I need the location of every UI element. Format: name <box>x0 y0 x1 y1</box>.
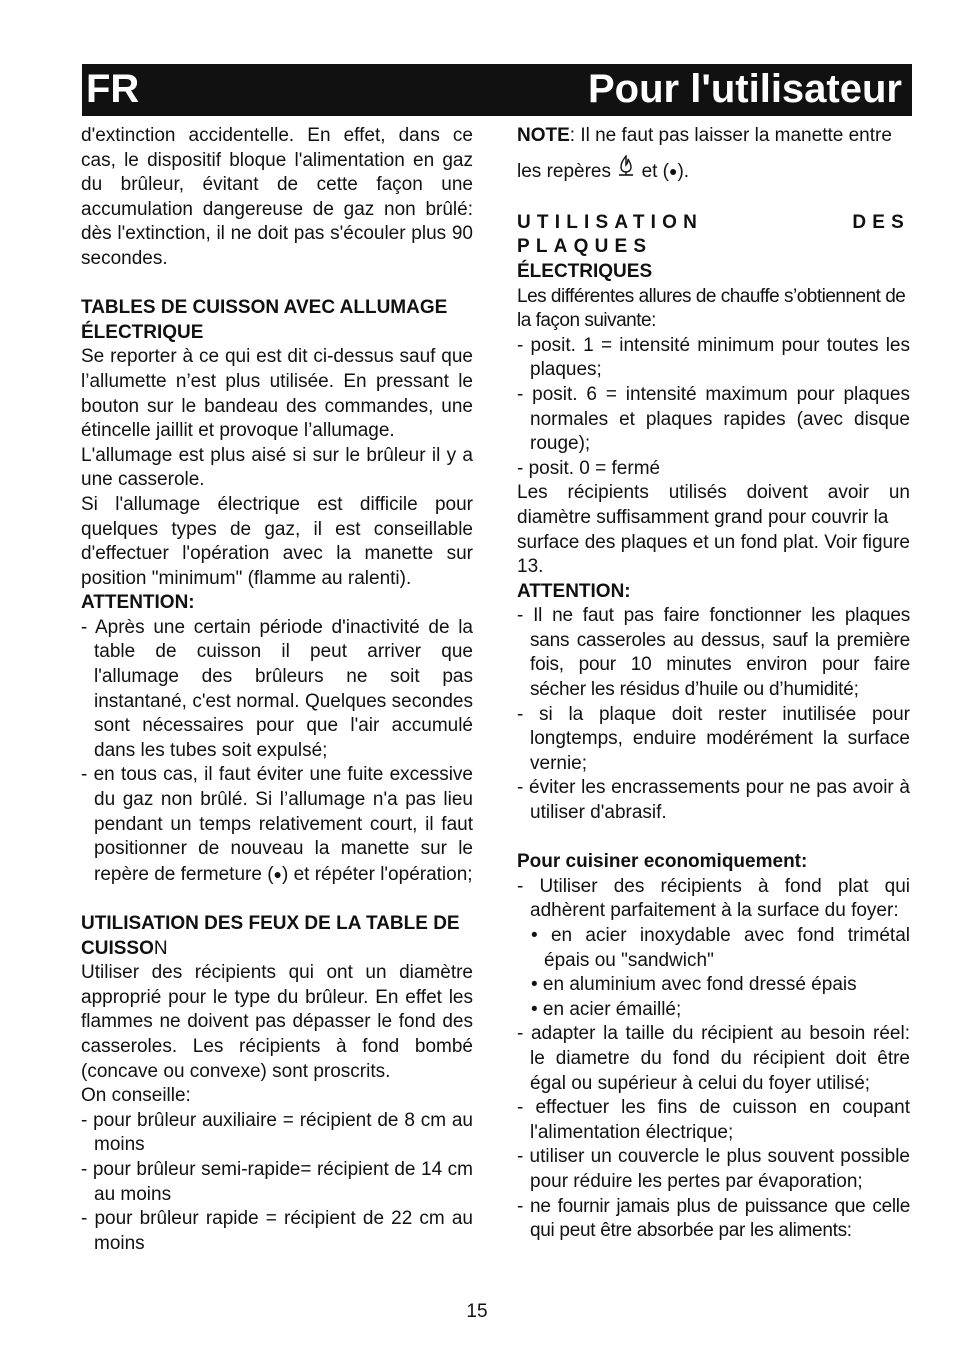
note: NOTE: Il ne faut pas laisser la manette entre <box>517 125 892 146</box>
list-item-size: - adapter la taille du récipient au besoin réel: le diametre du fond du récipient doit être égal ou supérieur à celui du foyer utilisé; <box>517 1023 910 1094</box>
flame-icon <box>618 155 634 187</box>
list-item-gas-leak: - en tous cas, il faut éviter une fuite excessive du gaz non brûlé. Si l’allumage n'a pas lieu pendant un temps relativement court, il faut positionner de nouveau la manette sur le repère de fermeture (●) et répéter l'opération; <box>81 764 473 885</box>
heading-economical-cooking: Pour cuisiner economiquement: <box>517 851 808 873</box>
paragraph-ignition: Se reporter à ce qui est dit ci-dessus sauf que l’allumette n’est plus utilisée. En pressant le bouton sur le bandeau des commandes, une étincelle jaillit et provoque l’allumage. <box>81 346 473 442</box>
language-code: FR <box>86 67 140 111</box>
list-item-auxiliary: - pour brûleur auxiliaire = récipient de 8 cm au moins <box>81 1109 473 1156</box>
left-column <box>81 124 473 1256</box>
paragraph-ignition-pan: L'allumage est plus aisé si sur le brûleur il y a une casserole. <box>81 444 473 491</box>
list-item-cut-power: - effectuer les fins de cuisson en coupant l'alimentation électrique; <box>517 1097 910 1143</box>
list-item-no-pans: - Il ne faut pas faire fonctionner les plaques sans casseroles au dessus, sauf la première fois, pour 10 minutes environ pour faire sécher les résidus d’huile ou d’humidité; <box>517 605 910 701</box>
list-item-rapid: - pour brûleur rapide = récipient de 22 cm au moins <box>81 1208 473 1254</box>
attention-label: ATTENTION: <box>517 580 631 602</box>
list-item-posit-0: - posit. 0 = fermé <box>517 457 661 479</box>
list-item-flat-bottom: - Utiliser des récipients à fond plat qui adhèrent parfaitement à la surface du foyer: <box>517 875 910 922</box>
heading-burner-use: UTILISATION DES FEUX DE LA TABLE DE CUISSON <box>81 913 460 959</box>
note-line-2: les repères et (●). <box>517 155 910 187</box>
page-title: Pour l'utilisateur <box>587 67 902 111</box>
right-column <box>517 124 910 1244</box>
heading-electric-ignition: TABLES DE CUISSON AVEC ALLUMAGE ÉLECTRIQUE <box>81 297 448 343</box>
list-item-unused: - si la plaque doit rester inutilisée pour longtemps, enduire modérément la surface vernie; <box>517 703 910 774</box>
paragraph-containers: Utiliser des récipients qui ont un diamètre approprié pour le type du brûleur. En effet les flammes ne doivent pas dépasser le fond des casseroles. Les récipients à fond bombé (concave ou convexe) sont proscrits. <box>81 962 473 1082</box>
closed-position-icon: ● <box>669 162 678 179</box>
list-item-abrasive: - éviter les encrassements pour ne pas avoir à utiliser d'abrasif. <box>517 777 910 824</box>
paragraph-recommend: On conseille: <box>81 1085 191 1107</box>
list-item-semi-rapid: - pour brûleur semi-rapide= récipient de 14 cm au moins <box>81 1158 473 1205</box>
bullet-enamelled: • en acier émaillé; <box>531 998 682 1020</box>
bullet-aluminium: • en aluminium avec fond dressé épais <box>531 974 857 996</box>
paragraph-ignition-minimum: Si l'allumage électrique est difficile pour quelques types de gaz, il est conseillable d'effectuer l'opération avec la manette sur position "minimum" (flamme au ralenti). <box>81 493 473 589</box>
list-item-lid: - utiliser un couvercle le plus souvent possible pour réduire les pertes par évaporation; <box>517 1146 910 1192</box>
bullet-stainless: • en acier inoxydable avec fond trimétal épais ou "sandwich" <box>531 925 910 971</box>
heading-electric-plates-2: ÉLECTRIQUES <box>517 260 653 282</box>
heading-electric-plates: UTILISATION DES PLAQUES <box>517 211 910 258</box>
paragraph-surface: surface des plaques et un fond plat. Voir figure 13. <box>517 531 910 578</box>
attention-label: ATTENTION: <box>81 592 195 614</box>
closed-position-icon: ● <box>273 865 282 882</box>
list-item-power: - ne fournir jamais plus de puissance que celle qui peut être absorbée par les aliments: <box>517 1195 910 1242</box>
page-header <box>82 64 912 116</box>
page-number: 15 <box>466 1301 488 1322</box>
paragraph-extinction: d'extinction accidentelle. En effet, dans ce cas, le dispositif bloque l'alimentation en gaz du brûleur, évitant de cette façon une accumulation dangereuse de gaz non brûlé: dès l'extinction, il ne doit pas s'écouler plus 90 secondes. <box>81 125 473 269</box>
list-item-inactivity: - Après une certain période d'inactivité de la table de cuisson il peut arriver que l'allumage des brûleurs ne soit pas instantané, c'est normal. Quelques secondes sont nécessaires pour que l'air accumulé dans les tubes soit expulsé; <box>81 616 473 761</box>
list-item-posit-6: - posit. 6 = intensité maximum pour plaques normales et plaques rapides (avec disque rouge); <box>517 383 910 455</box>
paragraph-containers-diameter: Les récipients utilisés doivent avoir un diamètre suffisamment grand pour couvrir la <box>517 482 910 528</box>
list-item-posit-1: - posit. 1 = intensité minimum pour toutes les plaques; <box>517 334 910 381</box>
paragraph-heat-levels: Les différentes allures de chauffe s’obtiennent de la façon suivante: <box>517 285 906 332</box>
